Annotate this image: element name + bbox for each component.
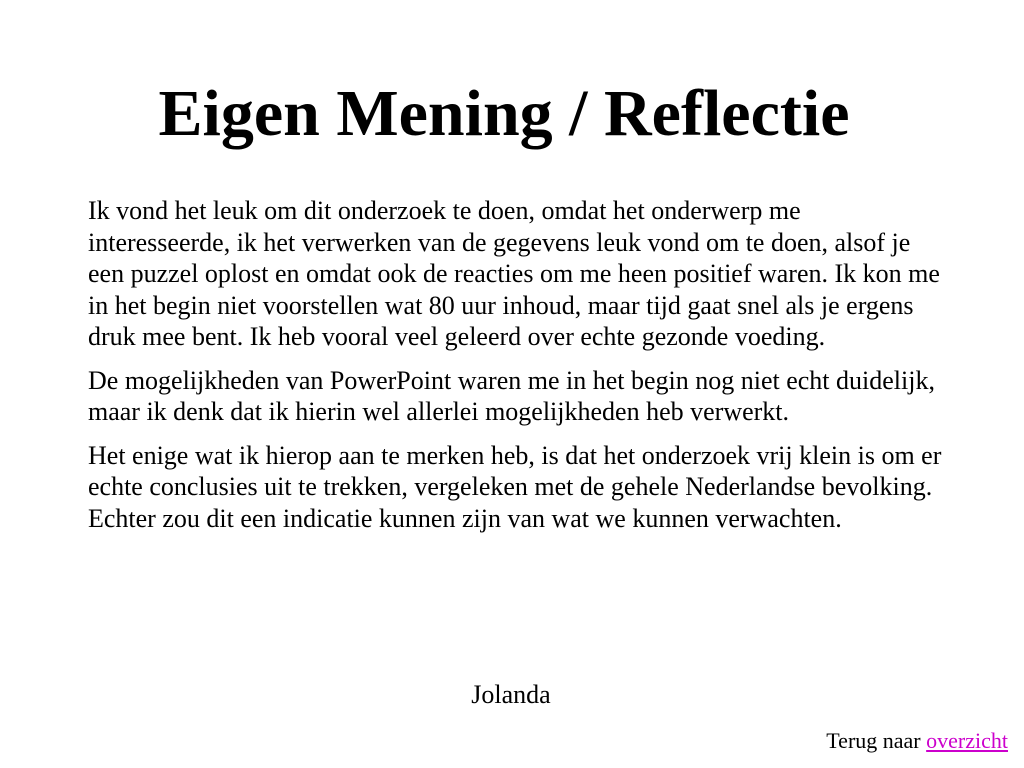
footer-nav xyxy=(826,727,1008,755)
slide-title: Eigen Mening / Reflectie xyxy=(158,77,850,150)
author-name: Jolanda xyxy=(471,680,551,709)
paragraph-3: Het enige wat ik hierop aan te merken heb, is dat het onderzoek vrij klein is om er echte conclusies uit te trekken, vergeleken met de gehele Nederlandse bevolking. Echter zou dit een indicatie kunnen zijn van wat we kunnen verwachten. xyxy=(88,440,942,533)
footer-prefix: Terug naar xyxy=(826,728,921,753)
paragraph-1: Ik vond het leuk om dit onderzoek te doen, omdat het onderwerp me interesseerde, ik het verwerken van de gegevens leuk vond om te doen, alsof je een puzzel oplost en omdat ook de reacties om me heen positief waren. Ik kon me in het begin niet voorstellen wat 80 uur inhoud, maar tijd gaat snel als je ergens druk mee bent. Ik heb vooral veel geleerd over echte gezonde voeding. xyxy=(88,196,940,351)
overzicht-link[interactable]: overzicht xyxy=(926,728,1008,753)
slide-body xyxy=(88,195,948,546)
paragraph-2: De mogelijkheden van PowerPoint waren me in het begin nog niet echt duidelijk, maar ik denk dat ik hierin wel allerlei mogelijkheden heb verwerkt. xyxy=(88,365,935,426)
